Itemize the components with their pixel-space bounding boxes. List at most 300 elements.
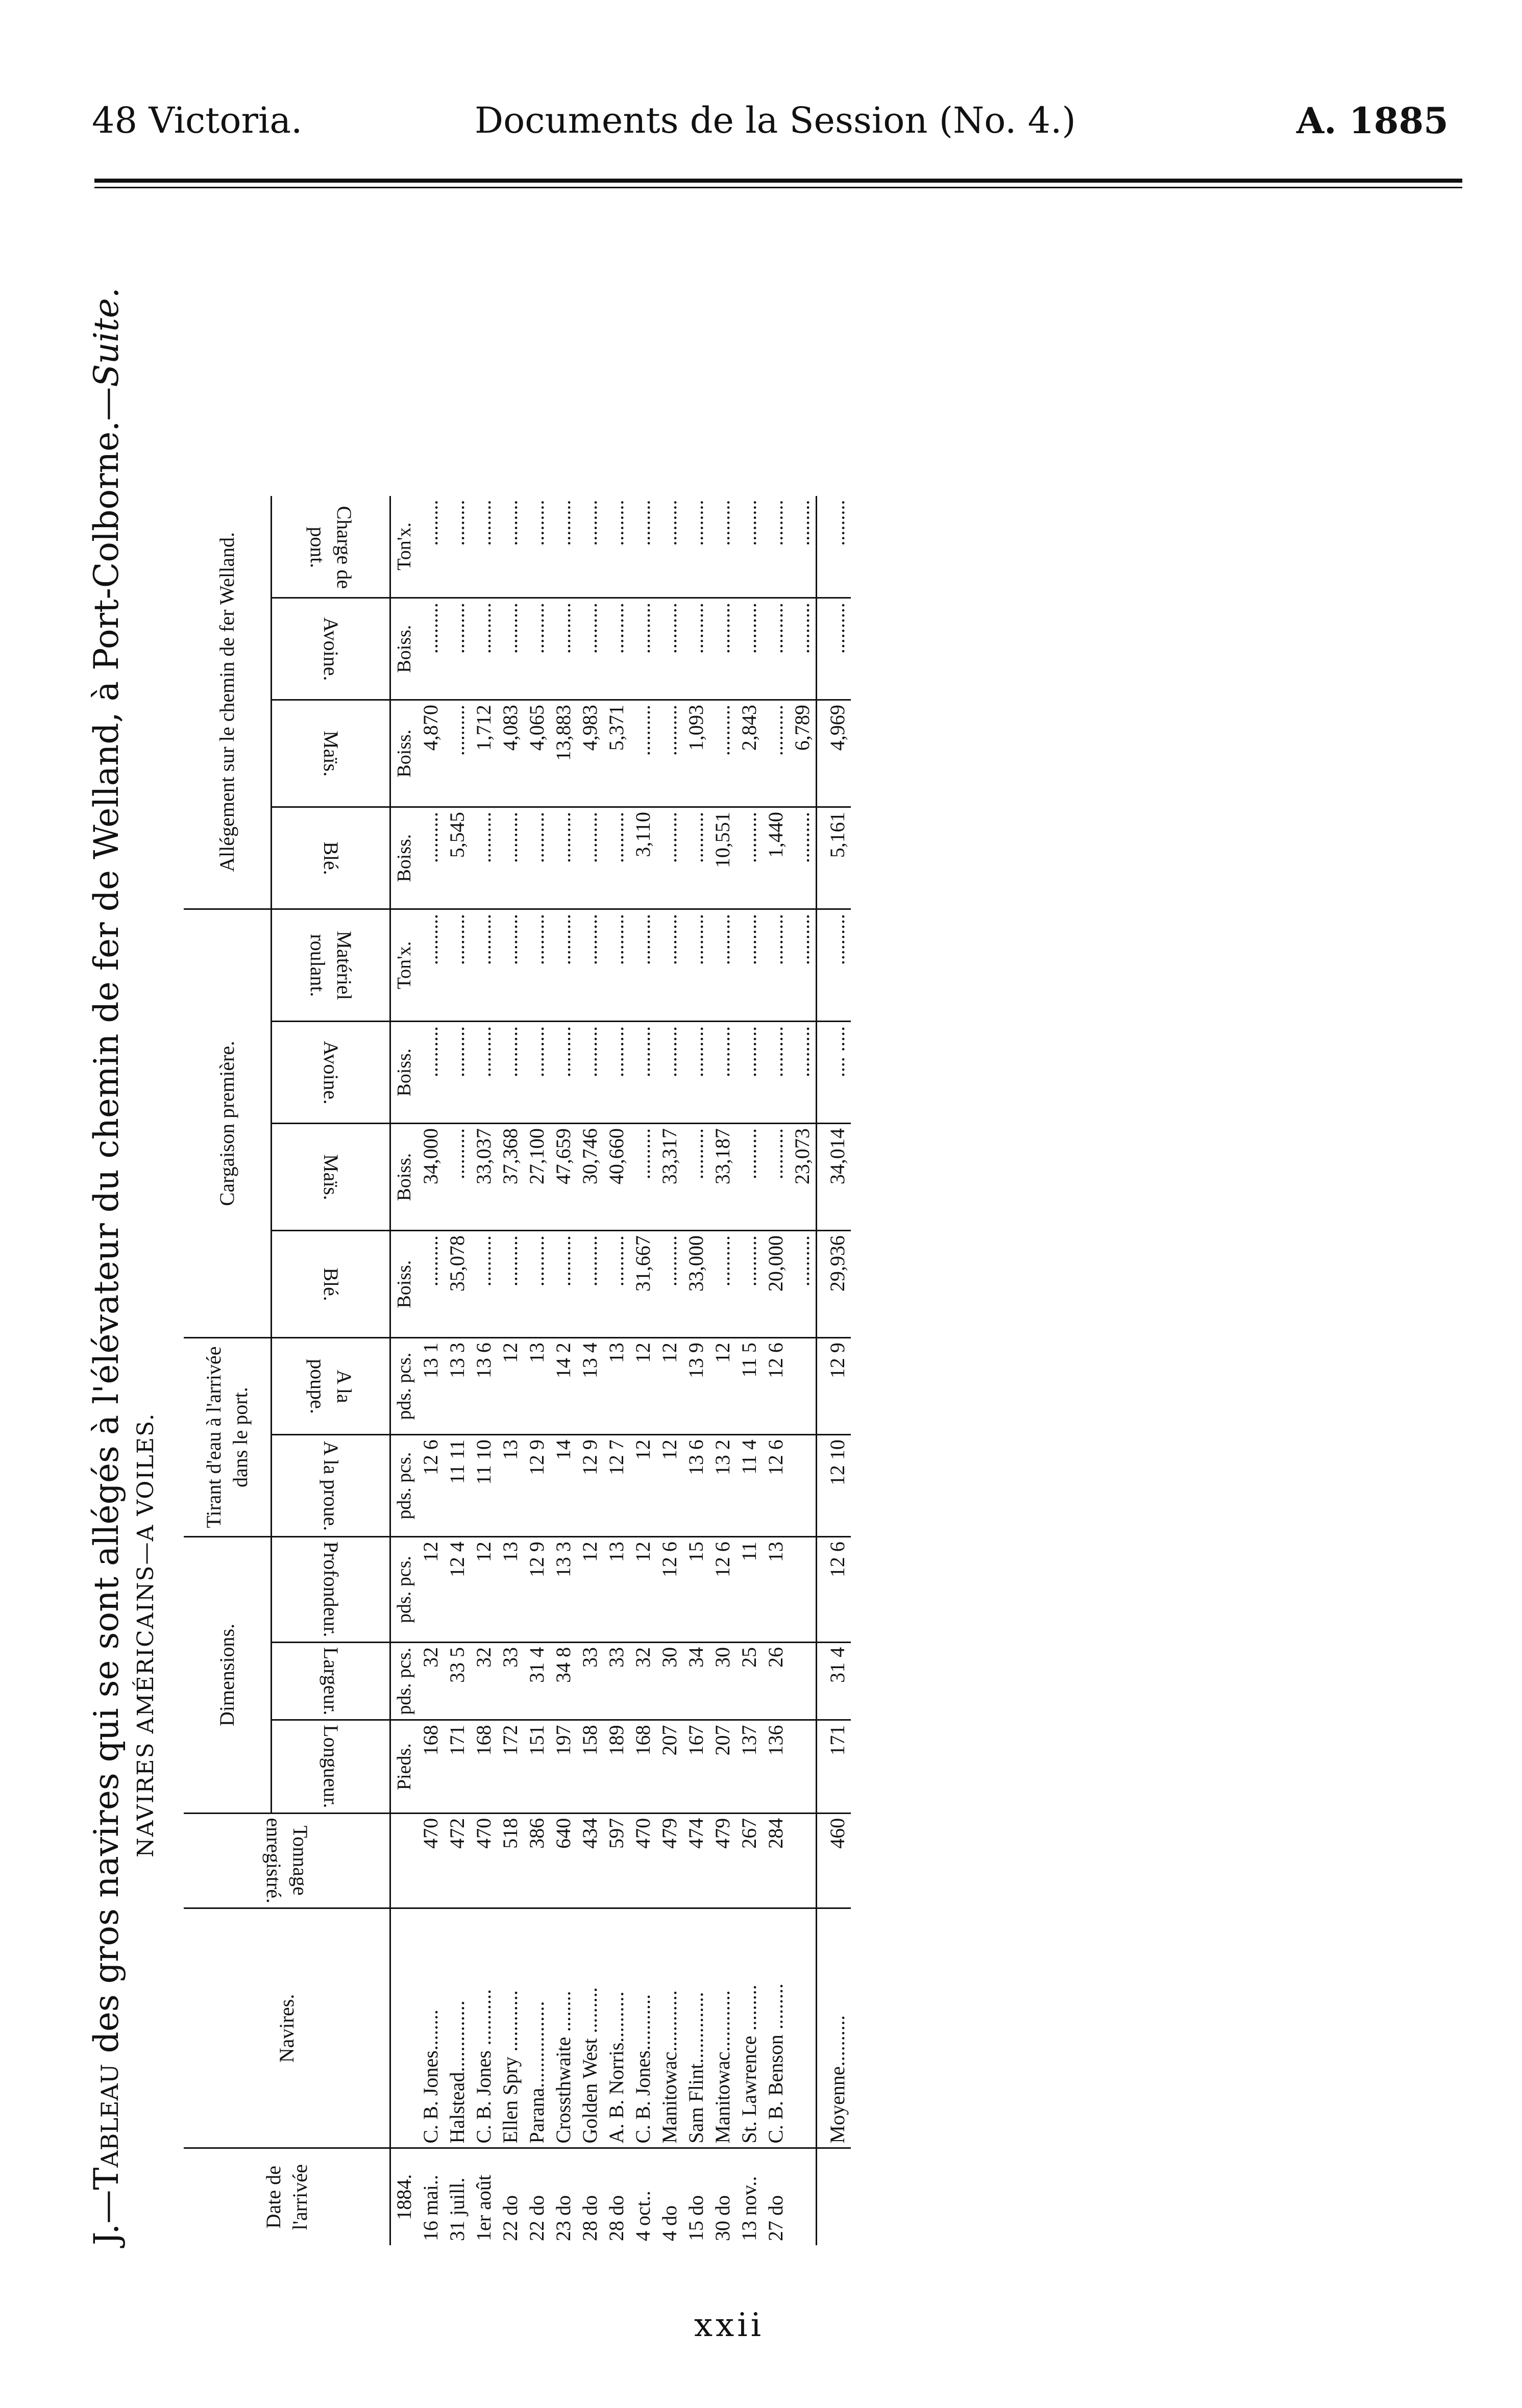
cell-avoine-welland: ..........: [603, 598, 630, 700]
unit-pieds: Pieds.: [390, 1720, 418, 1813]
cell-mais: ..........: [763, 1124, 789, 1231]
cell-date: 13 nov..: [738, 2176, 760, 2241]
cell-poupe: 14 2: [550, 1338, 577, 1435]
average-ble-welland: 5,161: [817, 807, 851, 909]
col-proue: A la proue.: [272, 1435, 390, 1537]
col-mais-welland: Maïs.: [272, 700, 390, 807]
cell-date: 4 oct..: [631, 2191, 654, 2241]
cell-avoine-welland: ..........: [471, 598, 497, 700]
table-row: [656, 496, 683, 2245]
cell-mais-welland: 1,093: [683, 700, 709, 807]
cell-ble: 20,000: [763, 1231, 789, 1338]
cell-ble: 31,667: [630, 1231, 656, 1338]
cell-charge-pont: .........: [656, 496, 683, 598]
unit-pds-pcs: pds. pcs.: [390, 1338, 418, 1435]
cell-materiel: ..........: [471, 909, 497, 1022]
average-materiel: ..........: [817, 909, 851, 1022]
cell-ble: ..........: [709, 1231, 736, 1338]
title-suffix: Suite.: [87, 287, 126, 387]
unit-blank: [390, 1813, 418, 1908]
cell-date: 16 mai..: [419, 2175, 442, 2241]
cell-tonnage: 470: [630, 1813, 656, 1908]
average-row: [817, 496, 851, 2245]
cell-ship: Crossthwaite ........: [550, 1908, 577, 2148]
table-row: [550, 496, 577, 2245]
col-longueur: Longueur.: [272, 1720, 390, 1813]
cell-avoine: ..........: [418, 1022, 444, 1124]
cell-tonnage: 479: [709, 1813, 736, 1908]
cell-avoine-welland: ..........: [630, 598, 656, 700]
cell-largeur: 33: [603, 1642, 630, 1720]
col-date: Date de l'arrivée: [184, 2148, 390, 2245]
cell-poupe: 12: [709, 1338, 736, 1435]
cell-mais-welland: 6,789: [789, 700, 817, 807]
table-title: [87, 204, 126, 2245]
cell-longueur: 207: [709, 1720, 736, 1813]
cell-ship: C. B. Jones ...........: [471, 1908, 497, 2148]
average-mais: 34,014: [817, 1124, 851, 1231]
cell-materiel: ..........: [709, 909, 736, 1022]
cell-poupe: 13 3: [444, 1338, 471, 1435]
cell-avoine-welland: ..........: [709, 598, 736, 700]
cell-materiel: ..........: [736, 909, 763, 1022]
cell-mais-welland: 4,983: [577, 700, 603, 807]
cell-mais-welland: 4,870: [418, 700, 444, 807]
cell-ble-welland: 3,110: [630, 807, 656, 909]
cell-profondeur: 12 4: [444, 1537, 471, 1643]
cell-date: 22 do: [525, 2195, 548, 2241]
cell-ble: ..........: [736, 1231, 763, 1338]
cell-longueur: 172: [497, 1720, 524, 1813]
cell-date: 23 do: [552, 2195, 575, 2241]
cell-mais-welland: ..........: [630, 700, 656, 807]
cell-mais-welland: 13,883: [550, 700, 577, 807]
cell-materiel: ..........: [656, 909, 683, 1022]
cell-date: 1er août: [472, 2175, 495, 2241]
col-charge-pont: Charge de pont.: [272, 496, 390, 598]
cell-avoine-welland: ..........: [683, 598, 709, 700]
cell-poupe: 13 4: [577, 1338, 603, 1435]
col-tonnage-label: Tonnage enregistré.: [262, 1818, 312, 1904]
cell-proue: 12: [630, 1435, 656, 1537]
col-group-allegement: Allégement sur le chemin de fer Welland.: [184, 496, 272, 909]
cell-largeur: 31 4: [524, 1642, 550, 1720]
cell-longueur: 136: [763, 1720, 789, 1813]
cell-avoine-welland: ..........: [497, 598, 524, 700]
header-rule-thick: [94, 179, 1462, 183]
cell-ble: ..........: [789, 1231, 817, 1338]
average-ble: 29,936: [817, 1231, 851, 1338]
table-row: [709, 496, 736, 2245]
cell-ble: ..........: [577, 1231, 603, 1338]
cell-charge-pont: .........: [550, 496, 577, 598]
cell-charge-pont: .........: [630, 496, 656, 598]
table-row: [444, 496, 471, 2245]
cell-proue: 12 9: [524, 1435, 550, 1537]
cell-mais: 30,746: [577, 1124, 603, 1231]
cell-mais: 37,368: [497, 1124, 524, 1231]
cell-proue: 11 10: [471, 1435, 497, 1537]
cell-longueur: 171: [444, 1720, 471, 1813]
table-row: [603, 496, 630, 2245]
cell-charge-pont: .........: [471, 496, 497, 598]
cell-largeur: 30: [709, 1642, 736, 1720]
cell-ship: C. B. Benson .........: [763, 1908, 789, 2148]
cell-proue: 12: [656, 1435, 683, 1537]
cell-materiel: ..........: [763, 909, 789, 1022]
cell-ship: Golden West .........: [577, 1908, 603, 2148]
table-subtitle: NAVIRES AMÉRICAINS—A VOILES.: [133, 1412, 159, 1857]
cell-ble-welland: ..........: [418, 807, 444, 909]
cell-avoine-welland: ..........: [763, 598, 789, 700]
title-label: Tableau: [87, 2064, 126, 2190]
cell-largeur: 34 8: [550, 1642, 577, 1720]
cell-avoine: ..........: [497, 1022, 524, 1124]
cell-charge-pont: .........: [736, 496, 763, 598]
table-body: [418, 496, 851, 2245]
cell-largeur: 34: [683, 1642, 709, 1720]
cell-tonnage: 474: [683, 1813, 709, 1908]
cell-profondeur: 12: [577, 1537, 603, 1643]
cell-materiel: ..........: [789, 909, 817, 1022]
cell-charge-pont: .........: [497, 496, 524, 598]
cell-date: 30 do: [711, 2195, 734, 2241]
cell-materiel: ..........: [630, 909, 656, 1022]
cell-mais-welland: 1,712: [471, 700, 497, 807]
cell-ble-welland: ..........: [524, 807, 550, 909]
cell-charge-pont: .........: [763, 496, 789, 598]
cell-profondeur: 12: [471, 1537, 497, 1643]
cell-mais-welland: 4,083: [497, 700, 524, 807]
table-row: [763, 496, 789, 2245]
cell-proue: 13 6: [683, 1435, 709, 1537]
cell-ship: Ellen Spry ............: [497, 1908, 524, 2148]
average-profondeur: 12 6: [817, 1537, 851, 1643]
cell-largeur: 33 5: [444, 1642, 471, 1720]
header-session-year: 48 Victoria.: [92, 100, 303, 141]
unit-tonx: Ton'x.: [390, 909, 418, 1022]
cell-mais-welland: 5,371: [603, 700, 630, 807]
cell-proue: 12 9: [577, 1435, 603, 1537]
cell-profondeur: 13: [497, 1537, 524, 1643]
average-avoine-welland: ..........: [817, 598, 851, 700]
cell-mais: 40,660: [603, 1124, 630, 1231]
cell-tonnage: 470: [471, 1813, 497, 1908]
col-group-cargaison: Cargaison première.: [184, 909, 272, 1338]
cell-ship: Halstead..............: [444, 1908, 471, 2148]
unit-boiss: Boiss.: [390, 1022, 418, 1124]
average-label: Moyenne..........: [817, 1908, 851, 2148]
col-materiel: Matériel roulant.: [272, 909, 390, 1022]
cell-avoine: ..........: [471, 1022, 497, 1124]
cell-ble: 33,000: [683, 1231, 709, 1338]
cell-largeur: 33: [577, 1642, 603, 1720]
cell-avoine: ..........: [550, 1022, 577, 1124]
unit-boiss: Boiss.: [390, 1231, 418, 1338]
cell-materiel: ..........: [444, 909, 471, 1022]
cell-largeur: 30: [656, 1642, 683, 1720]
cell-ship: Sam Flint..............: [683, 1908, 709, 2148]
cell-largeur: 32: [418, 1642, 444, 1720]
cell-poupe: 11 5: [736, 1338, 763, 1435]
cell-largeur: 25: [736, 1642, 763, 1720]
cell-largeur: [789, 1642, 817, 1720]
cell-longueur: 168: [471, 1720, 497, 1813]
col-avoine: Avoine.: [272, 1022, 390, 1124]
page-folio: xxii: [694, 2306, 765, 2344]
cell-ble-welland: 10,551: [709, 807, 736, 909]
cell-mais: 34,000: [418, 1124, 444, 1231]
cell-poupe: 12: [630, 1338, 656, 1435]
cell-mais: 33,187: [709, 1124, 736, 1231]
col-mais: Maïs.: [272, 1124, 390, 1231]
col-largeur: Largeur.: [272, 1642, 390, 1720]
cell-mais: 33,037: [471, 1124, 497, 1231]
cell-proue: 12 7: [603, 1435, 630, 1537]
unit-pds-pcs: pds. pcs.: [390, 1435, 418, 1537]
cell-ble-welland: ..........: [550, 807, 577, 909]
cell-proue: 11 11: [444, 1435, 471, 1537]
cell-profondeur: 13: [763, 1537, 789, 1643]
cell-ship: A. B. Norris..........: [603, 1908, 630, 2148]
cell-ble: ..........: [418, 1231, 444, 1338]
unit-tonx: Ton'x.: [390, 496, 418, 598]
col-ble-welland: Blé.: [272, 807, 390, 909]
col-navires: Navires.: [184, 1908, 390, 2148]
cell-ble-welland: 1,440: [763, 807, 789, 909]
cell-avoine: ..........: [577, 1022, 603, 1124]
col-tonnage: [184, 1813, 390, 1908]
cell-tonnage: 597: [603, 1813, 630, 1908]
table-row: [683, 496, 709, 2245]
cell-date: 15 do: [684, 2195, 707, 2241]
cell-date: 31 juill.: [446, 2177, 469, 2241]
cell-profondeur: 12 9: [524, 1537, 550, 1643]
cell-ble-welland: ..........: [656, 807, 683, 909]
cell-mais-welland: 4,065: [524, 700, 550, 807]
cell-date: 27 do: [764, 2195, 787, 2241]
cell-poupe: 13 6: [471, 1338, 497, 1435]
average-charge-pont: .........: [817, 496, 851, 598]
cell-profondeur: 15: [683, 1537, 709, 1643]
cell-profondeur: 12 6: [709, 1537, 736, 1643]
header-group-row: [184, 496, 272, 2245]
cell-ble: ..........: [524, 1231, 550, 1338]
cell-poupe: 12 6: [763, 1338, 789, 1435]
cell-longueur: 168: [630, 1720, 656, 1813]
cell-mais-welland: 2,843: [736, 700, 763, 807]
cell-charge-pont: .........: [418, 496, 444, 598]
cell-poupe: 13 9: [683, 1338, 709, 1435]
cell-tonnage: 284: [763, 1813, 789, 1908]
cell-date: 28 do: [578, 2195, 601, 2241]
cell-charge-pont: .........: [709, 496, 736, 598]
cell-tonnage: [789, 1813, 817, 1908]
cell-poupe: 13: [603, 1338, 630, 1435]
cell-ble: 35,078: [444, 1231, 471, 1338]
cell-ship: C. B. Jones...........: [630, 1908, 656, 2148]
table-row: [736, 496, 763, 2245]
cell-poupe: 12: [497, 1338, 524, 1435]
cell-profondeur: 13: [603, 1537, 630, 1643]
header-rule-thin: [94, 187, 1462, 188]
cell-date: 22 do: [499, 2195, 522, 2241]
col-group-dimensions: Dimensions.: [184, 1537, 272, 1814]
cell-profondeur: [789, 1537, 817, 1643]
cell-ble-welland: ..........: [497, 807, 524, 909]
cell-materiel: ..........: [524, 909, 550, 1022]
cell-charge-pont: .........: [577, 496, 603, 598]
cell-profondeur: 12: [418, 1537, 444, 1643]
cell-date: 28 do: [605, 2195, 628, 2241]
rotated-table-block: [87, 204, 1159, 2245]
cell-mais: ..........: [736, 1124, 763, 1231]
cell-largeur: 32: [471, 1642, 497, 1720]
cell-tonnage: 640: [550, 1813, 577, 1908]
cell-avoine-welland: ..........: [444, 598, 471, 700]
cell-longueur: 168: [418, 1720, 444, 1813]
col-poupe: A la poupe.: [272, 1338, 390, 1435]
cell-poupe: [789, 1338, 817, 1435]
cell-charge-pont: .........: [789, 496, 817, 598]
average-poupe: 12 9: [817, 1338, 851, 1435]
col-ble: Blé.: [272, 1231, 390, 1338]
cell-proue: 12 6: [418, 1435, 444, 1537]
average-mais-welland: 4,969: [817, 700, 851, 807]
cell-materiel: ..........: [497, 909, 524, 1022]
unit-boiss: Boiss.: [390, 598, 418, 700]
cell-avoine: ..........: [789, 1022, 817, 1124]
cell-profondeur: 13 3: [550, 1537, 577, 1643]
cell-proue: 13: [497, 1435, 524, 1537]
unit-pds-pcs: pds. pcs.: [390, 1642, 418, 1720]
table-row: [577, 496, 603, 2245]
cell-tonnage: 479: [656, 1813, 683, 1908]
cell-profondeur: 12: [630, 1537, 656, 1643]
cell-ship: Manitowac............: [656, 1908, 683, 2148]
cell-materiel: ..........: [418, 909, 444, 1022]
cell-avoine: ..........: [763, 1022, 789, 1124]
cell-proue: [789, 1435, 817, 1537]
cell-avoine: ..........: [630, 1022, 656, 1124]
cell-longueur: 151: [524, 1720, 550, 1813]
cell-avoine-welland: ..........: [550, 598, 577, 700]
cell-largeur: 32: [630, 1642, 656, 1720]
cell-longueur: 189: [603, 1720, 630, 1813]
cell-avoine: ..........: [656, 1022, 683, 1124]
cell-ble-welland: ..........: [603, 807, 630, 909]
unit-blank: [390, 1908, 418, 2148]
cell-longueur: 137: [736, 1720, 763, 1813]
cell-mais: ..........: [630, 1124, 656, 1231]
average-proue: 12 10: [817, 1435, 851, 1537]
cell-avoine-welland: ..........: [789, 598, 817, 700]
cell-avoine-welland: ..........: [577, 598, 603, 700]
unit-pds-pcs: pds. pcs.: [390, 1537, 418, 1643]
unit-boiss: Boiss.: [390, 700, 418, 807]
cell-avoine: ..........: [603, 1022, 630, 1124]
cell-ship: [789, 1908, 817, 2148]
cell-charge-pont: .........: [524, 496, 550, 598]
table-row: [418, 496, 444, 2245]
cell-ble-welland: ..........: [736, 807, 763, 909]
cell-ble-welland: ..........: [471, 807, 497, 909]
cell-charge-pont: .........: [603, 496, 630, 598]
cell-largeur: 26: [763, 1642, 789, 1720]
col-avoine-welland: Avoine.: [272, 598, 390, 700]
units-row: [390, 496, 418, 2245]
average-longueur: 171: [817, 1720, 851, 1813]
cell-tonnage: 518: [497, 1813, 524, 1908]
cell-mais: 27,100: [524, 1124, 550, 1231]
cell-mais: ..........: [444, 1124, 471, 1231]
cell-ble: ..........: [656, 1231, 683, 1338]
cell-materiel: ..........: [683, 909, 709, 1022]
cell-longueur: 167: [683, 1720, 709, 1813]
cell-avoine: ..........: [736, 1022, 763, 1124]
cell-charge-pont: .........: [444, 496, 471, 598]
cell-ble: ..........: [471, 1231, 497, 1338]
cell-ble: ..........: [497, 1231, 524, 1338]
unit-boiss: Boiss.: [390, 1124, 418, 1231]
average-tonnage: 460: [817, 1813, 851, 1908]
cell-avoine: ..........: [683, 1022, 709, 1124]
table-row: [471, 496, 497, 2245]
cell-poupe: 12: [656, 1338, 683, 1435]
cell-proue: 14: [550, 1435, 577, 1537]
cell-ble: ..........: [550, 1231, 577, 1338]
cell-ship: Parana.................: [524, 1908, 550, 2148]
cell-avoine: ..........: [524, 1022, 550, 1124]
cell-mais: 47,659: [550, 1124, 577, 1231]
cell-proue: 13 2: [709, 1435, 736, 1537]
title-text: des gros navires qui se sont allégés à l'élévateur du chemin de fer de Welland, à Port-Colborne.—: [87, 387, 126, 2064]
table-row: [789, 496, 817, 2245]
cell-materiel: ..........: [577, 909, 603, 1022]
header-title: Documents de la Session (No. 4.): [475, 100, 1076, 141]
cell-avoine-welland: ..........: [736, 598, 763, 700]
cell-profondeur: 12 6: [656, 1537, 683, 1643]
cell-ble-welland: ..........: [789, 807, 817, 909]
cell-tonnage: 472: [444, 1813, 471, 1908]
unit-year: 1884.: [392, 2174, 415, 2220]
cell-proue: 11 4: [736, 1435, 763, 1537]
cell-avoine-welland: ..........: [656, 598, 683, 700]
cell-longueur: [789, 1720, 817, 1813]
cell-avoine-welland: ..........: [418, 598, 444, 700]
cell-avoine-welland: ..........: [524, 598, 550, 700]
cell-tonnage: 267: [736, 1813, 763, 1908]
col-profondeur: Profondeur.: [272, 1537, 390, 1643]
cell-tonnage: 434: [577, 1813, 603, 1908]
cell-tonnage: 470: [418, 1813, 444, 1908]
cell-ship: Manitowac............: [709, 1908, 736, 2148]
cell-longueur: 158: [577, 1720, 603, 1813]
cell-ship: St. Lawrence .........: [736, 1908, 763, 2148]
cell-ble-welland: 5,545: [444, 807, 471, 909]
cell-tonnage: 386: [524, 1813, 550, 1908]
cell-materiel: ..........: [550, 909, 577, 1022]
cell-date: 4 do: [658, 2205, 681, 2241]
cell-mais: 23,073: [789, 1124, 817, 1231]
unit-boiss: Boiss.: [390, 807, 418, 909]
cell-poupe: 13: [524, 1338, 550, 1435]
cell-mais: 33,317: [656, 1124, 683, 1231]
cell-avoine: ..........: [709, 1022, 736, 1124]
average-largeur: 31 4: [817, 1642, 851, 1720]
cell-mais-welland: ..........: [709, 700, 736, 807]
average-avoine: .... .....: [817, 1022, 851, 1124]
